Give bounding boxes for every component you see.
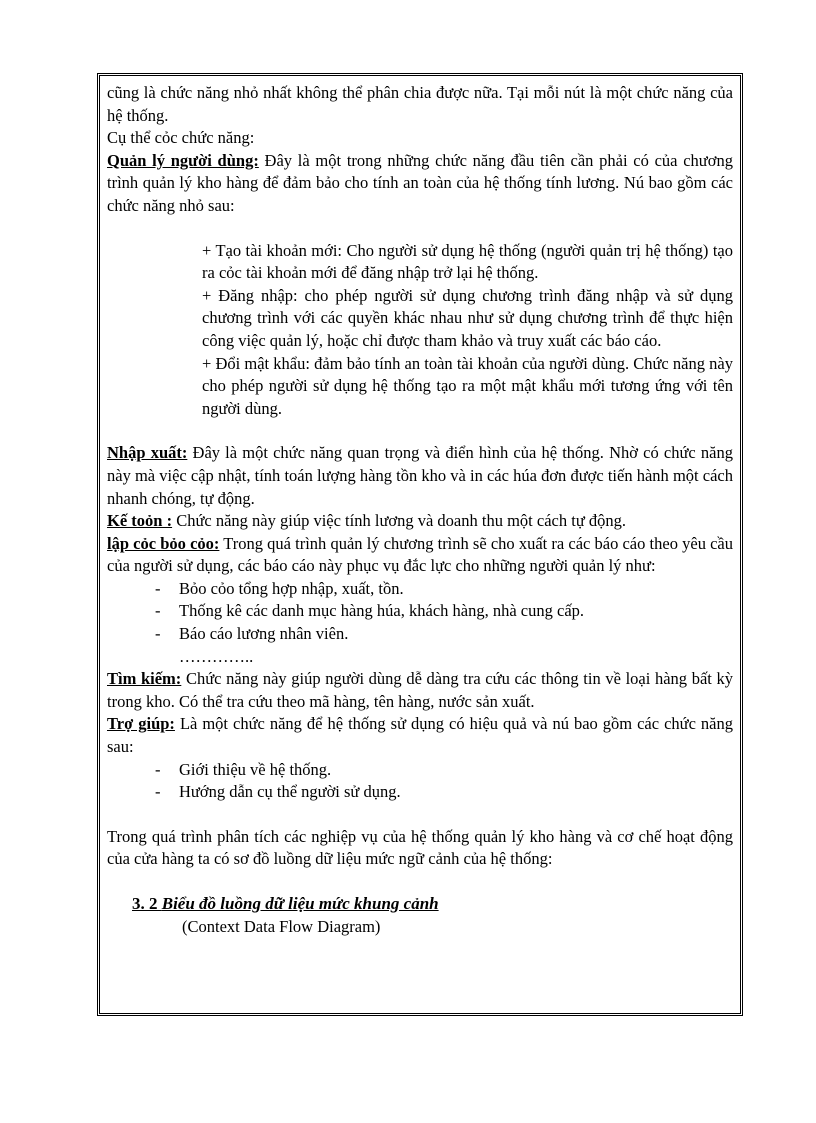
help-list bbox=[107, 759, 733, 804]
bullet-dash: - bbox=[155, 759, 161, 779]
import-export-text: Đây là một chức năng quan trọng và điển hình của hệ thống. Nhờ có chức năng này mà việc cập nhật, tính toán lượng hàng tồn kho và in các húa đơn được tiến hành một cách nhanh chóng, tự động. bbox=[107, 443, 733, 508]
search-text: Chức năng này giúp người dùng dễ dàng tra cứu các thông tin về loại hàng bất kỳ trong kho. Có thể tra cứu theo mã hàng, tên hàng, nước sản xuất. bbox=[107, 669, 733, 711]
list-item-text: Báo cáo lương nhân viên. bbox=[179, 624, 349, 644]
list-item-text: Hướng dẫn cụ thể người sử dụng. bbox=[179, 782, 401, 802]
bullet-dash: - bbox=[155, 782, 161, 802]
import-export-heading: Nhập xuất: bbox=[107, 443, 188, 463]
user-management-heading: Quản lý người dùng: bbox=[107, 150, 259, 170]
list-item bbox=[107, 578, 733, 601]
section-heading bbox=[132, 893, 733, 916]
user-management-subfunctions bbox=[202, 240, 733, 421]
list-item-text: Bỏo cỏo tổng hợp nhập, xuất, tồn. bbox=[179, 578, 404, 598]
help-heading: Trợ giúp: bbox=[107, 714, 175, 734]
reports-text: Trong quá trình quản lý chương trình sẽ cho xuất ra các báo cáo theo yêu cầu của người sử dụng, các báo cáo này phục vụ đắc lực cho những người quản lý như: bbox=[107, 533, 733, 576]
reports-ellipsis: ………….. bbox=[179, 646, 254, 666]
import-export-paragraph bbox=[107, 442, 733, 510]
list-item-text: Giới thiệu về hệ thống. bbox=[179, 759, 332, 779]
change-password-item: + Đổi mật khẩu: đảm bảo tính an toàn tài khoản của người dùng. Chức năng này cho phép người sử dụng hệ thống tạo ra một mật khẩu mới tương ứng với tên người dùng. bbox=[202, 353, 733, 418]
functions-intro: Cụ thể cỏc chức năng: bbox=[107, 128, 255, 148]
user-management-text: Đây là một trong những chức năng đầu tiên cần phải có của chương trình quản lý kho hàng để đảm bảo cho tính an toàn của hệ thống tính lương. Nú bao gồm các chức năng nhỏ sau: bbox=[107, 150, 733, 215]
spacer bbox=[107, 420, 733, 442]
bullet-dash: - bbox=[155, 624, 161, 644]
list-item bbox=[107, 759, 733, 782]
list-item bbox=[107, 781, 733, 804]
accounting-text: Chức năng này giúp việc tính lương và doanh thu một cách tự động. bbox=[172, 511, 627, 531]
reports-list bbox=[107, 578, 733, 646]
document-body bbox=[107, 82, 733, 938]
accounting-paragraph bbox=[107, 510, 733, 533]
analysis-paragraph: Trong quá trình phân tích các nghiệp vụ của hệ thống quản lý kho hàng và cơ chế hoạt động của cửa hàng ta có sơ đồ luồng dữ liệu mức ngữ cảnh của hệ thống: bbox=[107, 826, 733, 869]
user-management-paragraph bbox=[107, 150, 733, 218]
reports-paragraph bbox=[107, 533, 733, 578]
search-heading: Tìm kiếm: bbox=[107, 669, 182, 689]
reports-heading: lập cỏc bỏo cỏo: bbox=[107, 533, 220, 553]
section-number: 3. 2 bbox=[132, 894, 162, 913]
spacer bbox=[107, 871, 733, 893]
spacer bbox=[107, 804, 733, 826]
help-text: Là một chức năng để hệ thống sử dụng có hiệu quả và nú bao gồm các chức năng sau: bbox=[107, 714, 733, 757]
list-item bbox=[107, 600, 733, 623]
list-item-text: Thống kê các danh mục hàng húa, khách hàng, nhà cung cấp. bbox=[179, 601, 585, 621]
intro-paragraph: cũng là chức năng nhỏ nhất không thể phân chia được nữa. Tại mỗi nút là một chức năng của hệ thống. bbox=[107, 83, 733, 125]
search-paragraph bbox=[107, 668, 733, 713]
list-item bbox=[107, 623, 733, 646]
section-title: Biểu đồ luồng dữ liệu mức khung cảnh bbox=[161, 894, 439, 913]
create-account-item: + Tạo tài khoản mới: Cho người sử dụng hệ thống (người quản trị hệ thống) tạo ra cỏc tài khoản mới để đăng nhập trở lại hệ thống. bbox=[202, 240, 733, 283]
help-paragraph bbox=[107, 713, 733, 758]
section-subtitle: (Context Data Flow Diagram) bbox=[182, 916, 381, 936]
bullet-dash: - bbox=[155, 601, 161, 621]
bullet-dash: - bbox=[155, 578, 161, 598]
login-item: + Đăng nhập: cho phép người sử dụng chương trình đăng nhập và sử dụng chương trình với các quyền khác nhau như sử dụng chương trình để thực hiện công việc quản lý, hoặc chỉ được tham khảo và truy xuất các báo cáo. bbox=[202, 285, 733, 350]
spacer bbox=[107, 218, 733, 240]
accounting-heading: Kế toỏn : bbox=[107, 511, 173, 531]
